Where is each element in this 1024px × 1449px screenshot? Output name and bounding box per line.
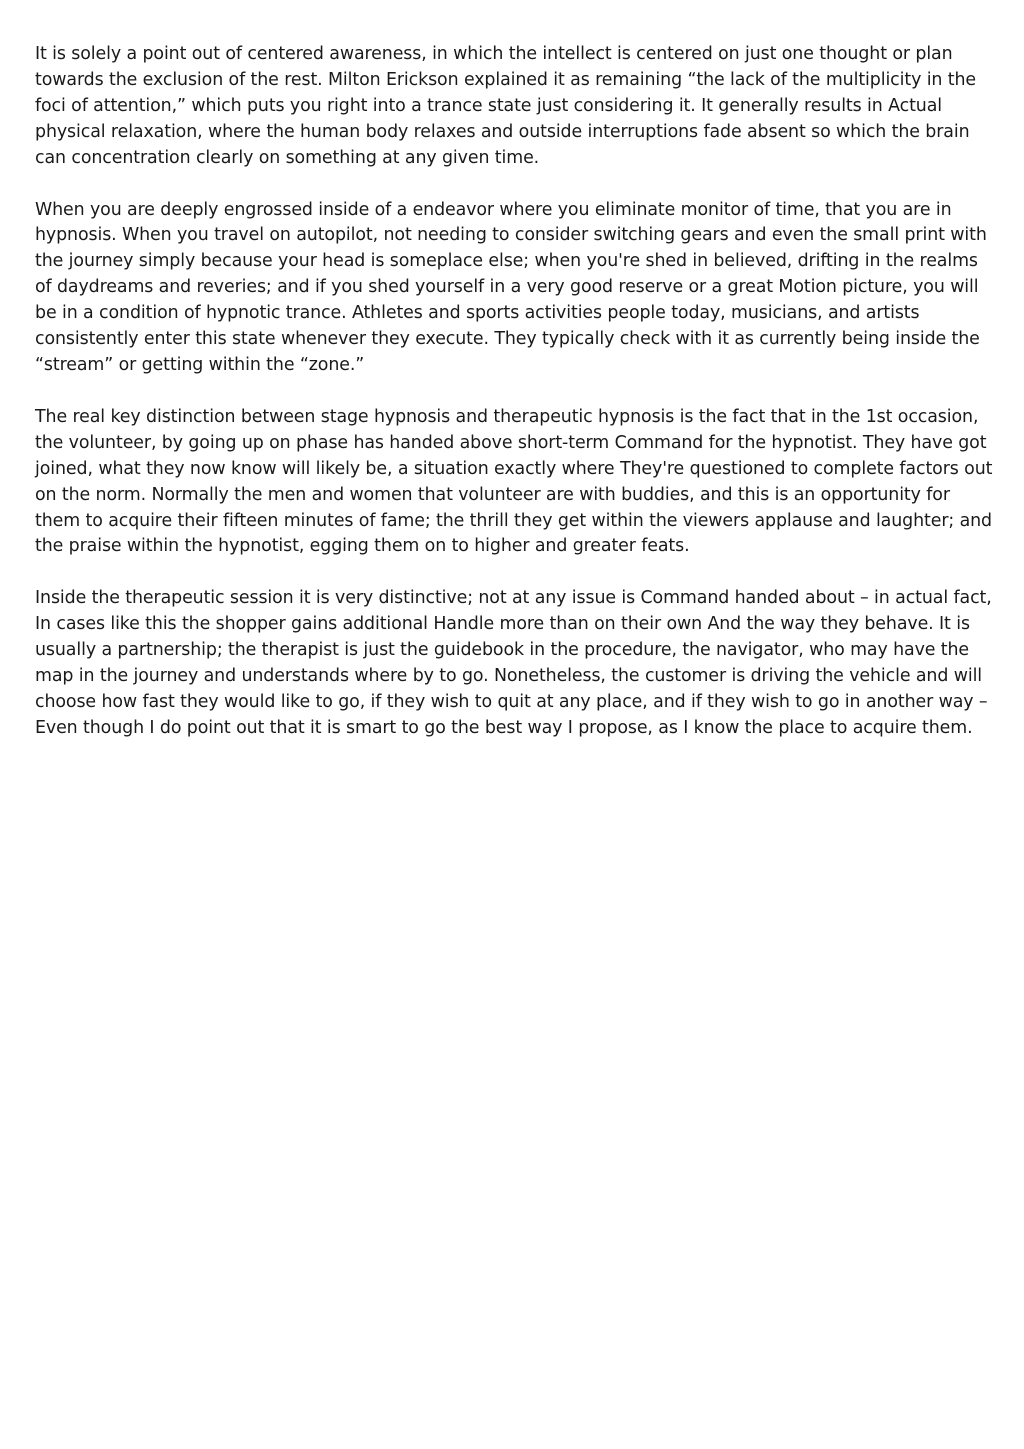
paragraph-2: When you are deeply engrossed inside of a endeavor where you eliminate monitor of time, that you are in hypnosis. When you travel on autopilot, not needing to consider switching gears and even the small print with the journey simply because your head is someplace else; when you're shed in believed, drifting in the realms of daydreams and reveries; and if you shed yourself in a very good reserve or a great Motion picture, you will be in a condition of hypnotic trance. Athletes and sports activities people today, musicians, and artists consistently enter this state whenever they execute. They typically check with it as currently being inside the “stream” or getting within the “zone.” (35, 199, 987, 375)
paragraph-4: Inside the therapeutic session it is very distinctive; not at any issue is Command handed about – in actual fact, In cases like this the shopper gains additional Handle more than on their own And the way they behave. It is usually a partnership; the therapist is just the guidebook in the procedure, the navigator, who may have the map in the journey and understands where by to go. Nonetheless, the customer is driving the vehicle and will choose how fast they would like to go, if they wish to quit at any place, and if they wish to go in another way – Even though I do point out that it is smart to go the best way I propose, as I know the place to acquire them. (35, 588, 992, 738)
paragraph-1: It is solely a point out of centered awareness, in which the intellect is centered on just one thought or plan towards the exclusion of the rest. Milton Erickson explained it as remaining “the lack of the multiplicity in the foci of attention,” which puts you right into a trance state just considering it. It generally results in Actual physical relaxation, where the human body relaxes and outside interruptions fade absent so which the brain can concentration clearly on something at any given time. (35, 44, 977, 168)
document-body (35, 42, 993, 768)
paragraph-3: The real key distinction between stage hypnosis and therapeutic hypnosis is the fact that in the 1st occasion, the volunteer, by going up on phase has handed above short-term Command for the hypnotist. They have got joined, what they now know will likely be, a situation exactly where They're questioned to complete factors out on the norm. Normally the men and women that volunteer are with buddies, and this is an opportunity for them to acquire their fifteen minutes of fame; the thrill they get within the viewers applause and laughter; and the praise within the hypnotist, egging them on to higher and greater feats. (35, 406, 993, 557)
